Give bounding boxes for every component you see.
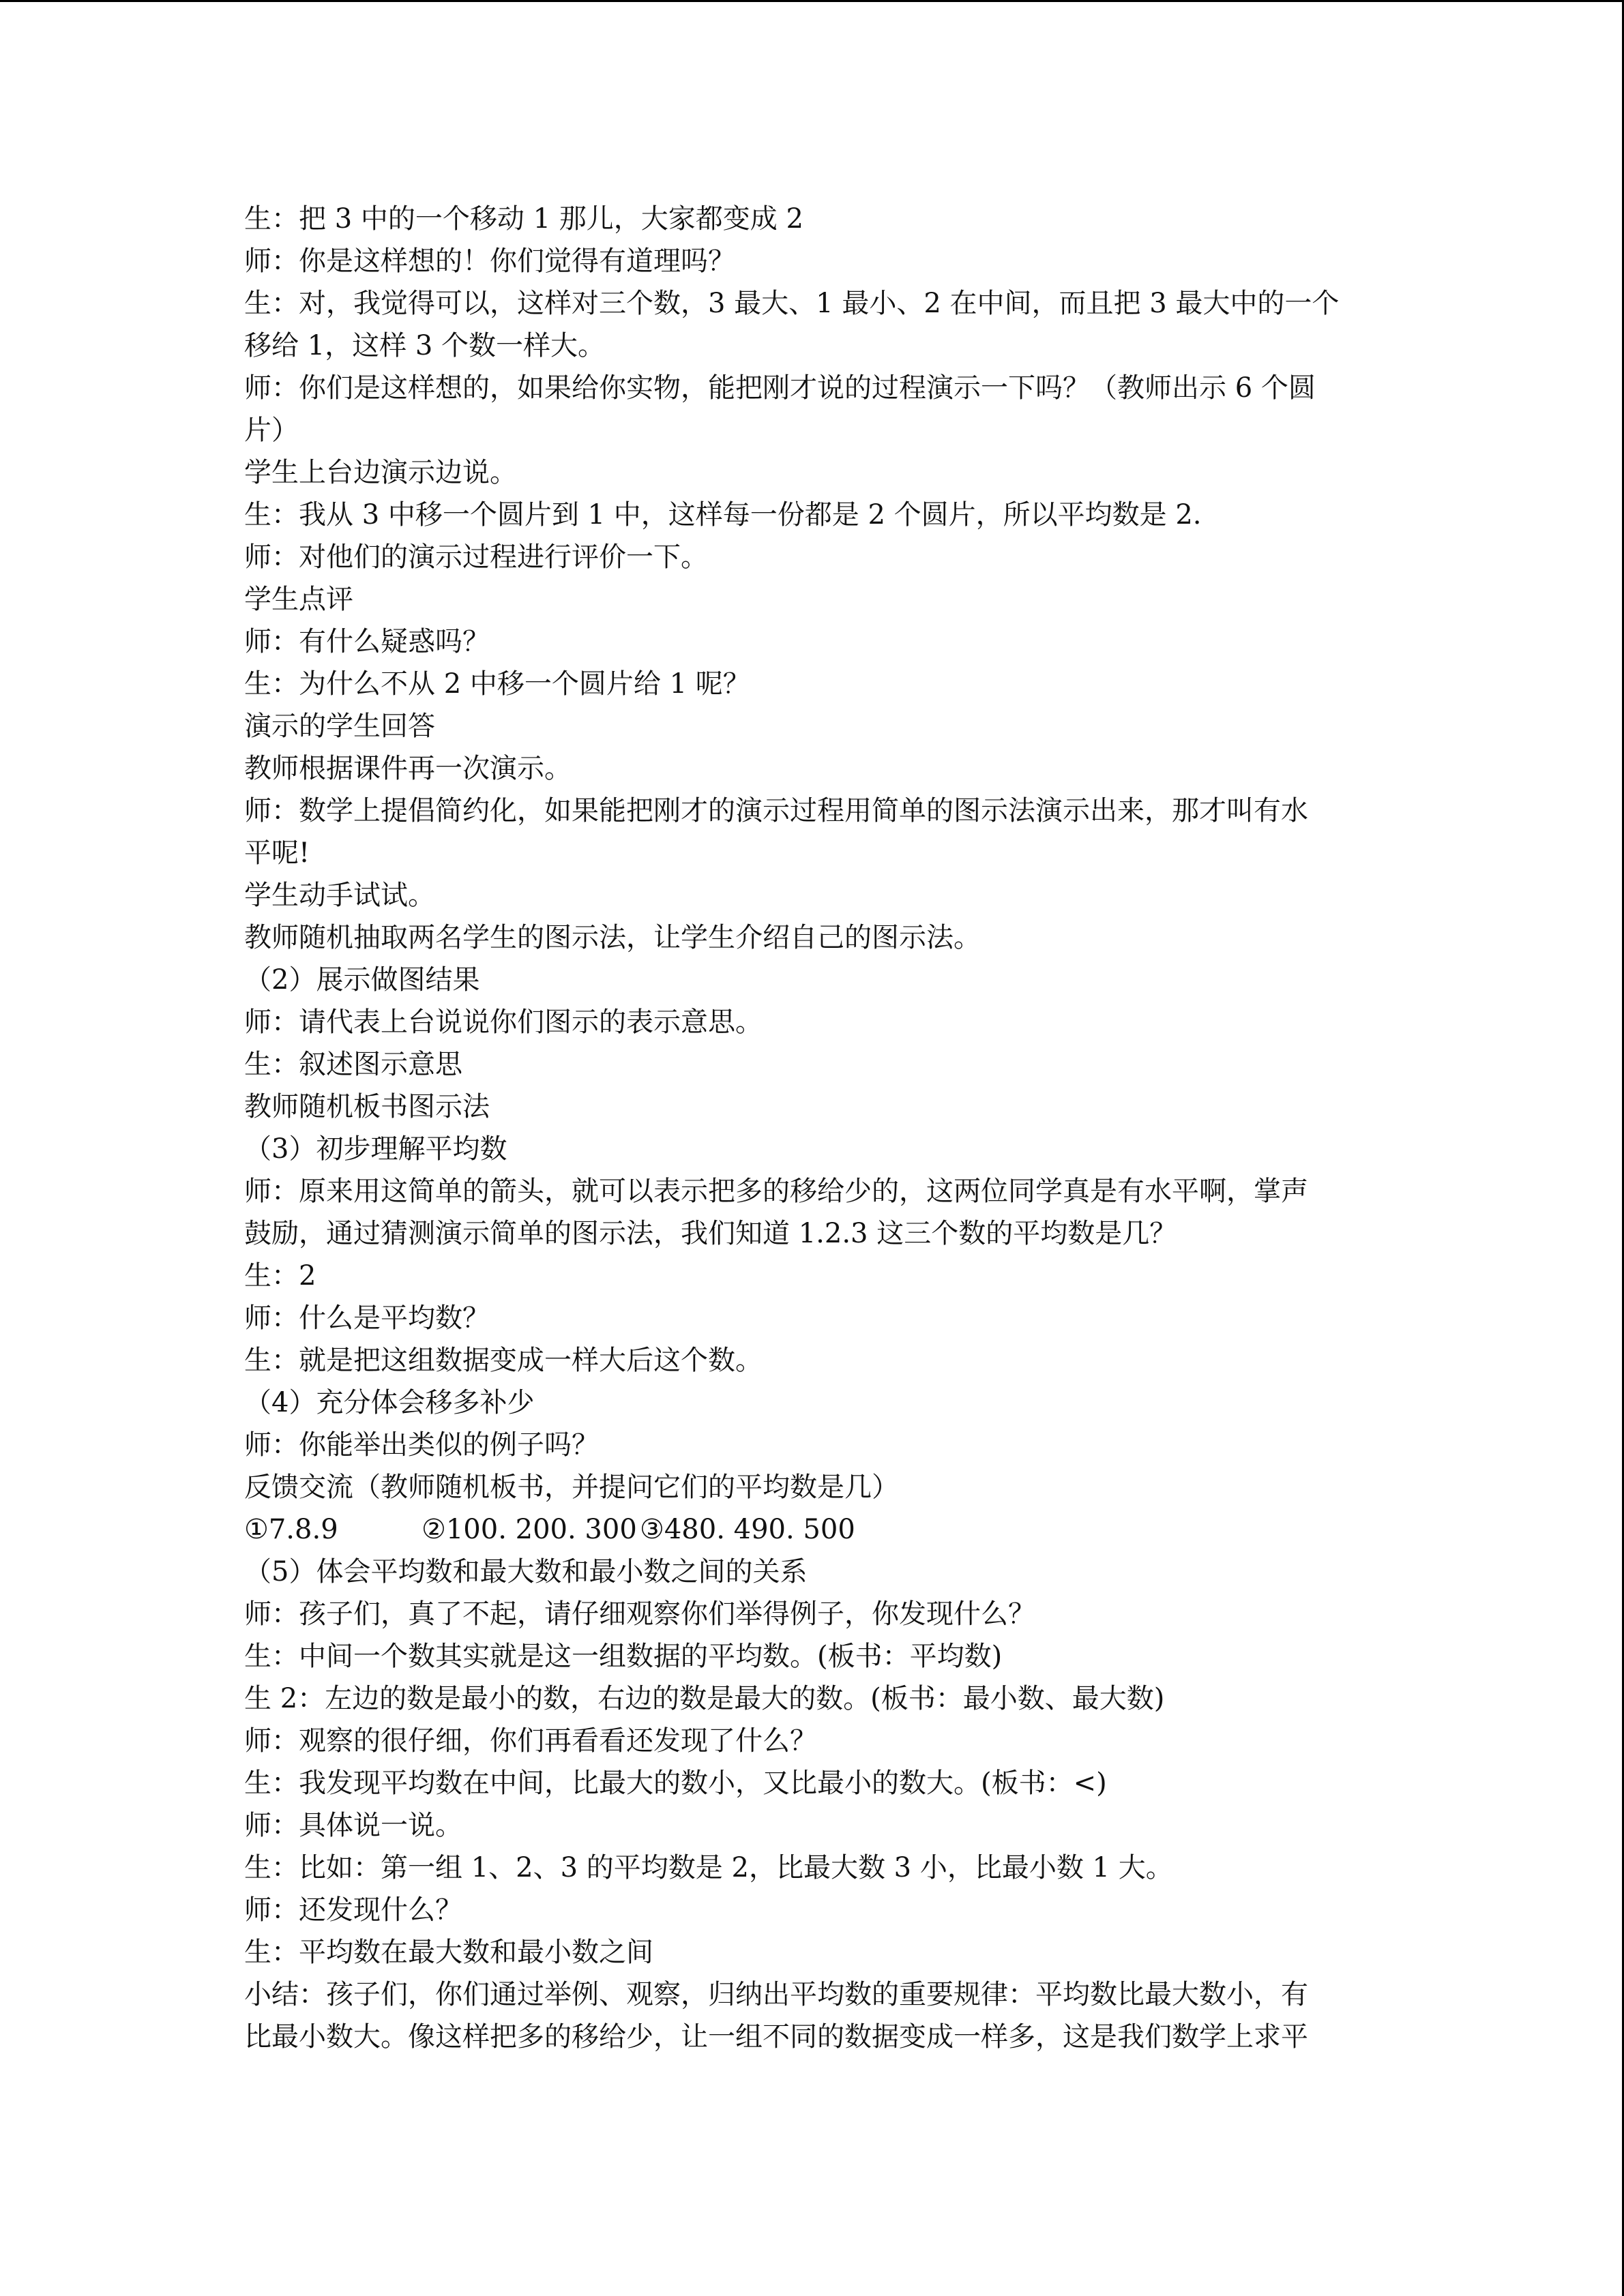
- section-heading: （4）充分体会移多补少: [244, 1387, 535, 1418]
- text-line: 教师根据课件再一次演示。: [244, 753, 572, 784]
- text-line: 鼓励，通过猜测演示简单的图示法，我们知道 1.2.3 这三个数的平均数是几？: [244, 1218, 1177, 1249]
- text-line: 学生点评: [244, 584, 353, 615]
- text-line: 师：有什么疑惑吗？: [244, 626, 490, 657]
- text-line: 生：就是把这组数据变成一样大后这个数。: [244, 1345, 763, 1376]
- text-line: 平呢!: [244, 837, 310, 869]
- text-line: 生：为什么不从 2 中移一个圆片给 1 呢？: [244, 668, 750, 700]
- text-line: 师：你能举出类似的例子吗？: [244, 1429, 599, 1461]
- text-line: 移给 1，这样 3 个数一样大。: [244, 330, 606, 361]
- text-line: 演示的学生回答: [244, 711, 435, 742]
- text-line: 生：中间一个数其实就是这一组数据的平均数。(板书：平均数): [244, 1641, 1003, 1672]
- text-line: 生：平均数在最大数和最小数之间: [244, 1937, 653, 1968]
- text-line: 生：我发现平均数在中间，比最大的数小，又比最小的数大。(板书：<): [244, 1768, 1107, 1799]
- page-border-top: [0, 0, 1624, 2]
- text-line: 师：你是这样想的！你们觉得有道理吗？: [244, 245, 735, 277]
- text-line: 师：请代表上台说说你们图示的表示意思。: [244, 1007, 763, 1038]
- text-line: 小结：孩子们，你们通过举例、观察，归纳出平均数的重要规律：平均数比最大数小，有: [244, 1979, 1308, 2010]
- text-line: 生：2: [244, 1260, 316, 1292]
- text-line: 生：对，我觉得可以，这样对三个数，3 最大、1 最小、2 在中间，而且把 3 最大中的一个: [244, 288, 1340, 319]
- text-line: 生：我从 3 中移一个圆片到 1 中，这样每一份都是 2 个圆片，所以平均数是 2.: [244, 499, 1202, 531]
- example-item: ③480. 490. 500: [640, 1514, 855, 1545]
- text-line: 学生上台边演示边说。: [244, 457, 517, 488]
- example-item: ②100. 200. 300: [422, 1514, 637, 1545]
- text-line: 师：对他们的演示过程进行评价一下。: [244, 541, 708, 573]
- text-line: 师：数学上提倡简约化，如果能把刚才的演示过程用简单的图示法演示出来，那才叫有水: [244, 795, 1308, 826]
- text-line: 师：你们是这样想的，如果给你实物，能把刚才说的过程演示一下吗？（教师出示 6 个圆: [244, 372, 1316, 404]
- document-body: [244, 198, 1376, 2058]
- section-heading: （2）展示做图结果: [244, 964, 480, 996]
- text-line: 师：原来用这简单的箭头，就可以表示把多的移给少的，这两位同学真是有水平啊，掌声: [244, 1176, 1308, 1207]
- text-line: 师：孩子们，真了不起，请仔细观察你们举得例子，你发现什么？: [244, 1598, 1035, 1630]
- section-heading: （5）体会平均数和最大数和最小数之间的关系: [244, 1556, 808, 1587]
- text-line: 生：把 3 中的一个移动 1 那儿，大家都变成 2: [244, 203, 803, 235]
- text-line: 师：什么是平均数？: [244, 1302, 490, 1334]
- example-list: [244, 1508, 1376, 1551]
- text-line: 教师随机抽取两名学生的图示法，让学生介绍自己的图示法。: [244, 922, 981, 953]
- section-heading: （3）初步理解平均数: [244, 1133, 507, 1165]
- text-line: 学生动手试试。: [244, 880, 435, 911]
- text-line: 片）: [244, 415, 299, 446]
- text-line: 生 2：左边的数是最小的数，右边的数是最大的数。(板书：最小数、最大数): [244, 1683, 1165, 1714]
- text-line: 师：观察的很仔细，你们再看看还发现了什么？: [244, 1725, 817, 1757]
- text-line: 师：具体说一说。: [244, 1810, 462, 1841]
- text-line: 反馈交流（教师随机板书，并提问它们的平均数是几）: [244, 1472, 899, 1503]
- text-line: 生：叙述图示意思: [244, 1049, 462, 1080]
- text-line: 比最小数大。像这样把多的移给少，让一组不同的数据变成一样多，这是我们数学上求平: [244, 2021, 1308, 2053]
- text-line: 师：还发现什么？: [244, 1894, 462, 1926]
- text-line: 生：比如：第一组 1、2、3 的平均数是 2，比最大数 3 小，比最小数 1 大。: [244, 1852, 1173, 1883]
- text-line: 教师随机板书图示法: [244, 1091, 490, 1122]
- example-item: ①7.8.9: [244, 1514, 338, 1545]
